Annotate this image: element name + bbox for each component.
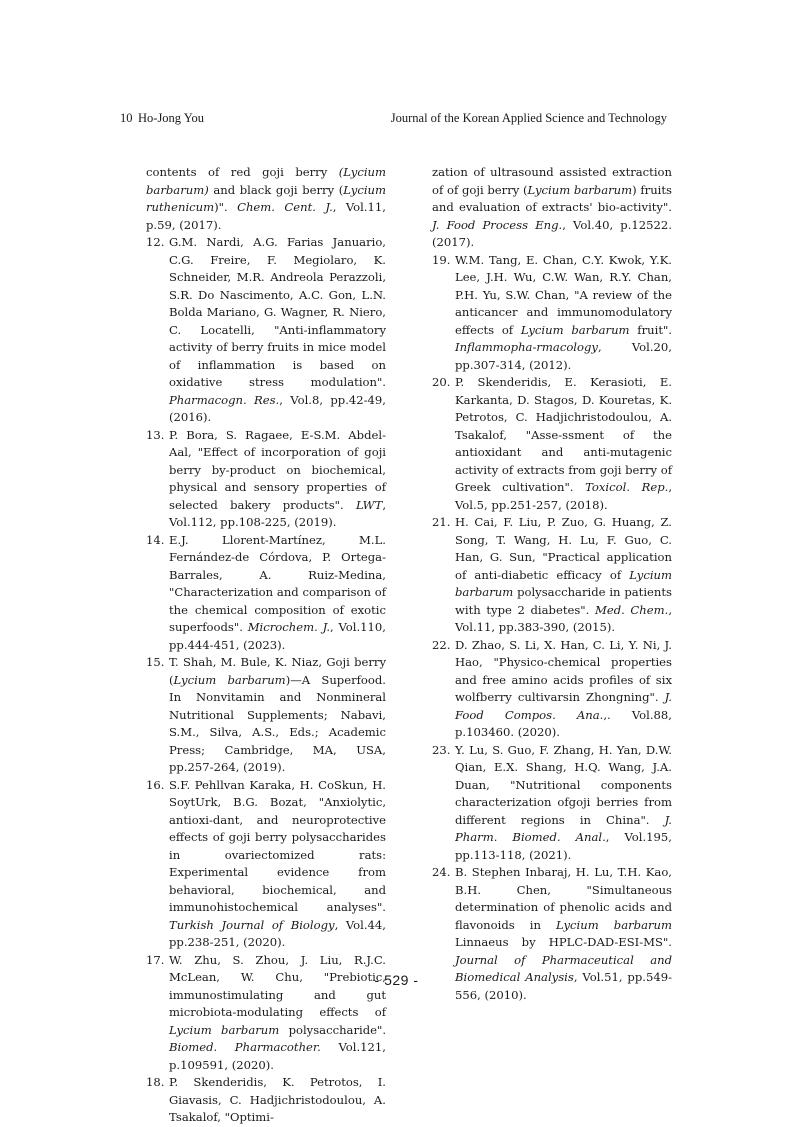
reference-italic-text: J. Food Compos. Ana. [455, 690, 672, 722]
reference-number: 19. [432, 252, 451, 267]
reference-number: 17. [146, 952, 165, 967]
reference-entry [146, 1074, 386, 1127]
reference-text: polysaccharide in patients with type 2 diabetes". [455, 585, 672, 617]
reference-text: and black goji berry ( [208, 182, 344, 197]
reference-entry [432, 514, 672, 637]
reference-italic-text: Lycium barbarum [527, 182, 633, 197]
reference-text: T. Shah, M. Bule, K. Niaz, Goji berry ( [169, 655, 386, 687]
references-right-column [432, 164, 672, 1004]
reference-text: , Vol.11, pp.383-390, (2015). [455, 602, 673, 634]
reference-text: , Vol.11, p.59, (2017). [146, 200, 386, 232]
reference-italic-text: J. Pharm. Biomed. Anal. [455, 812, 672, 844]
reference-italic-text: Med. Chem. [594, 602, 669, 617]
reference-entry [432, 637, 672, 742]
reference-text: zation of ultrasound assisted extraction of of goji berry ( [432, 165, 672, 197]
reference-italic-text: Inflammopha-rmacology [455, 340, 598, 354]
reference-italic-text: LWT [355, 497, 383, 512]
reference-entry [146, 777, 386, 952]
header-page-number: 10 [120, 111, 133, 125]
reference-text: , Vol.195, pp.113-118, (2021). [455, 830, 672, 862]
reference-number: 24. [432, 865, 451, 879]
running-header [0, 111, 793, 127]
reference-italic-text: Lycium barbarum [520, 322, 630, 337]
reference-number: 21. [432, 515, 451, 529]
reference-number: 18. [146, 1075, 165, 1089]
reference-italic-text: Biomed. Pharmacother. [169, 1040, 321, 1054]
reference-text: , Vol.5, pp.251-257, (2018). [455, 480, 672, 512]
reference-text: W. Zhu, S. Zhou, J. Liu, R.J.C. McLean, W. Chu, "Prebiotic, immunostimulating and gut microbiota-modulating effects of [169, 952, 386, 1019]
reference-italic-text: Lycium barbarum [455, 567, 672, 599]
reference-entry [146, 427, 386, 532]
reference-text: , Vol.20, pp.307-314, (2012). [455, 340, 672, 372]
reference-entry [146, 234, 386, 427]
reference-italic-text: Microchem. J. [247, 620, 331, 634]
reference-text: P. Skenderidis, K. Petrotos, I. Giavasis, C. Hadjichristodoulou, A. Tsakalof, "Optimi- [169, 1075, 386, 1124]
reference-italic-text: J. Food Process Eng. [432, 217, 563, 232]
reference-text: , Vol.40, p.12522. (2017). [432, 217, 672, 249]
reference-text: P. Skenderidis, E. Kerasioti, E. Karkanta, D. Stagos, D. Kouretas, K. Petrotos, C. Hadjichristodoulou, A. Tsakalof, "Asse-ssment of the antioxidant and anti-mutagenic activity of extracts from goji berry of Greek cultivation". [455, 375, 672, 494]
page-footer-number: - 529 - [374, 972, 419, 988]
reference-text: E.J. Llorent-Martínez, M.L. Fernández-de Córdova, P. Ortega-Barrales, A. Ruiz-Medina, "Characterization and comparison of the chemical composition of exotic superfoods". [169, 532, 386, 634]
reference-text: Vol.121, p.109591, (2020). [169, 1040, 386, 1072]
reference-text: , Vol.44, pp.238-251, (2020). [169, 917, 386, 949]
reference-continuation [432, 164, 672, 252]
reference-text: Y. Lu, S. Guo, F. Zhang, H. Yan, D.W. Qian, E.X. Shang, H.Q. Wang, J.A. Duan, "Nutritional components characterization ofgoji berries from different regions in China". [455, 742, 672, 827]
reference-number: 22. [432, 637, 451, 652]
reference-text: )—A Superfood. In Nonvitamin and Nonmineral Nutritional Supplements; Nabavi, S.M., Silva, A.S., Eds.; Academic Press; Cambridge, MA, USA, pp.257-264, (2019). [169, 672, 386, 774]
reference-italic-text: Chem. Cent. J. [237, 200, 333, 214]
reference-continuation [146, 164, 386, 234]
reference-number: 20. [432, 375, 451, 389]
header-left [120, 111, 204, 126]
reference-number: 15. [146, 655, 165, 669]
reference-text: )". [214, 200, 238, 214]
reference-text: ,. Vol.88, p.103460. (2020). [455, 707, 672, 739]
reference-text: D. Zhao, S. Li, X. Han, C. Li, Y. Ni, J. Hao, "Physico-chemical properties and free amino acids profiles of six wolfberry cultivarsin Zhongning". [455, 637, 672, 704]
reference-text: P. Bora, S. Ragaee, E-S.M. Abdel-Aal, "Effect of incorporation of goji berry by-product on biochemical, physical and sensory properties of selected bakery products". [169, 427, 386, 512]
reference-italic-text: Lycium barbarum [173, 672, 286, 687]
reference-italic-text: (Lycium barbarum) [146, 165, 386, 197]
reference-text: ) fruits and evaluation of extracts' bio-activity". [432, 182, 672, 214]
reference-text: fruit". [629, 322, 672, 337]
header-author: Ho-Jong You [138, 111, 204, 125]
reference-text: S.F. Pehllvan Karaka, H. CoSkun, H. SoytUrk, B.G. Bozat, "Anxiolytic, antioxi-dant, and neuroprotective effects of goji berry polysaccharides in ovariectomized rats: Experimental evidence from behavioral, biochemical, and immunohistochemical analyses". [169, 777, 386, 914]
reference-text: , Vol.110, pp.444-451, (2023). [169, 620, 386, 652]
reference-number: 23. [432, 742, 451, 757]
reference-number: 13. [146, 427, 165, 442]
reference-italic-text: Lycium ruthenicum [146, 182, 386, 214]
reference-text: , Vol.8, pp.42-49, (2016). [169, 392, 386, 424]
reference-text: , Vol.51, pp.549-556, (2010). [455, 970, 673, 1002]
reference-text: contents of red goji berry [146, 165, 339, 179]
reference-entry [146, 532, 386, 655]
reference-italic-text: Lycium barbarum [556, 917, 672, 932]
reference-text: polysaccharide". [279, 1022, 387, 1037]
reference-entry [432, 252, 672, 375]
reference-text: H. Cai, F. Liu, P. Zuo, G. Huang, Z. Song, T. Wang, H. Lu, F. Guo, C. Han, G. Sun, "Practical application of anti-diabetic efficacy of [455, 515, 672, 582]
reference-entry [146, 654, 386, 777]
reference-italic-text: Pharmacogn. Res. [169, 392, 280, 407]
reference-italic-text: Turkish Journal of Biology [169, 917, 335, 932]
reference-number: 14. [146, 532, 165, 547]
reference-number: 12. [146, 235, 165, 249]
reference-italic-text: Lycium barbarum [169, 1022, 280, 1037]
reference-text: G.M. Nardi, A.G. Farias Januario, C.G. Freire, F. Megiolaro, K. Schneider, M.R. Andreola Perazzoli, S.R. Do Nascimento, A.C. Gon, L.N. Bolda Mariano, G. Wagner, R. Niero, C. Locatelli, "Anti-inflammatory activity of berry fruits in mice model of inflammation is based on oxidative stress modulation". [169, 235, 386, 389]
reference-italic-text: Journal of Pharmaceutical and Biomedical Analysis [455, 952, 672, 984]
reference-text: Linnaeus by HPLC-DAD-ESI-MS". [455, 935, 672, 949]
reference-number: 16. [146, 777, 165, 792]
header-journal-title: Journal of the Korean Applied Science and Technology [390, 111, 667, 125]
reference-entry [432, 742, 672, 865]
reference-italic-text: Toxicol. Rep. [585, 480, 669, 494]
reference-entry [146, 952, 386, 1075]
reference-text: W.M. Tang, E. Chan, C.Y. Kwok, Y.K. Lee, J.H. Wu, C.W. Wan, R.Y. Chan, P.H. Yu, S.W. Chan, "A review of the anticancer and immunomodulatory effects of [455, 252, 672, 337]
reference-entry [432, 374, 672, 514]
reference-text: B. Stephen Inbaraj, H. Lu, T.H. Kao, B.H. Chen, "Simultaneous determination of phenolic acids and flavonoids in [455, 865, 672, 932]
reference-text: , Vol.112, pp.108-225, (2019). [169, 497, 386, 529]
